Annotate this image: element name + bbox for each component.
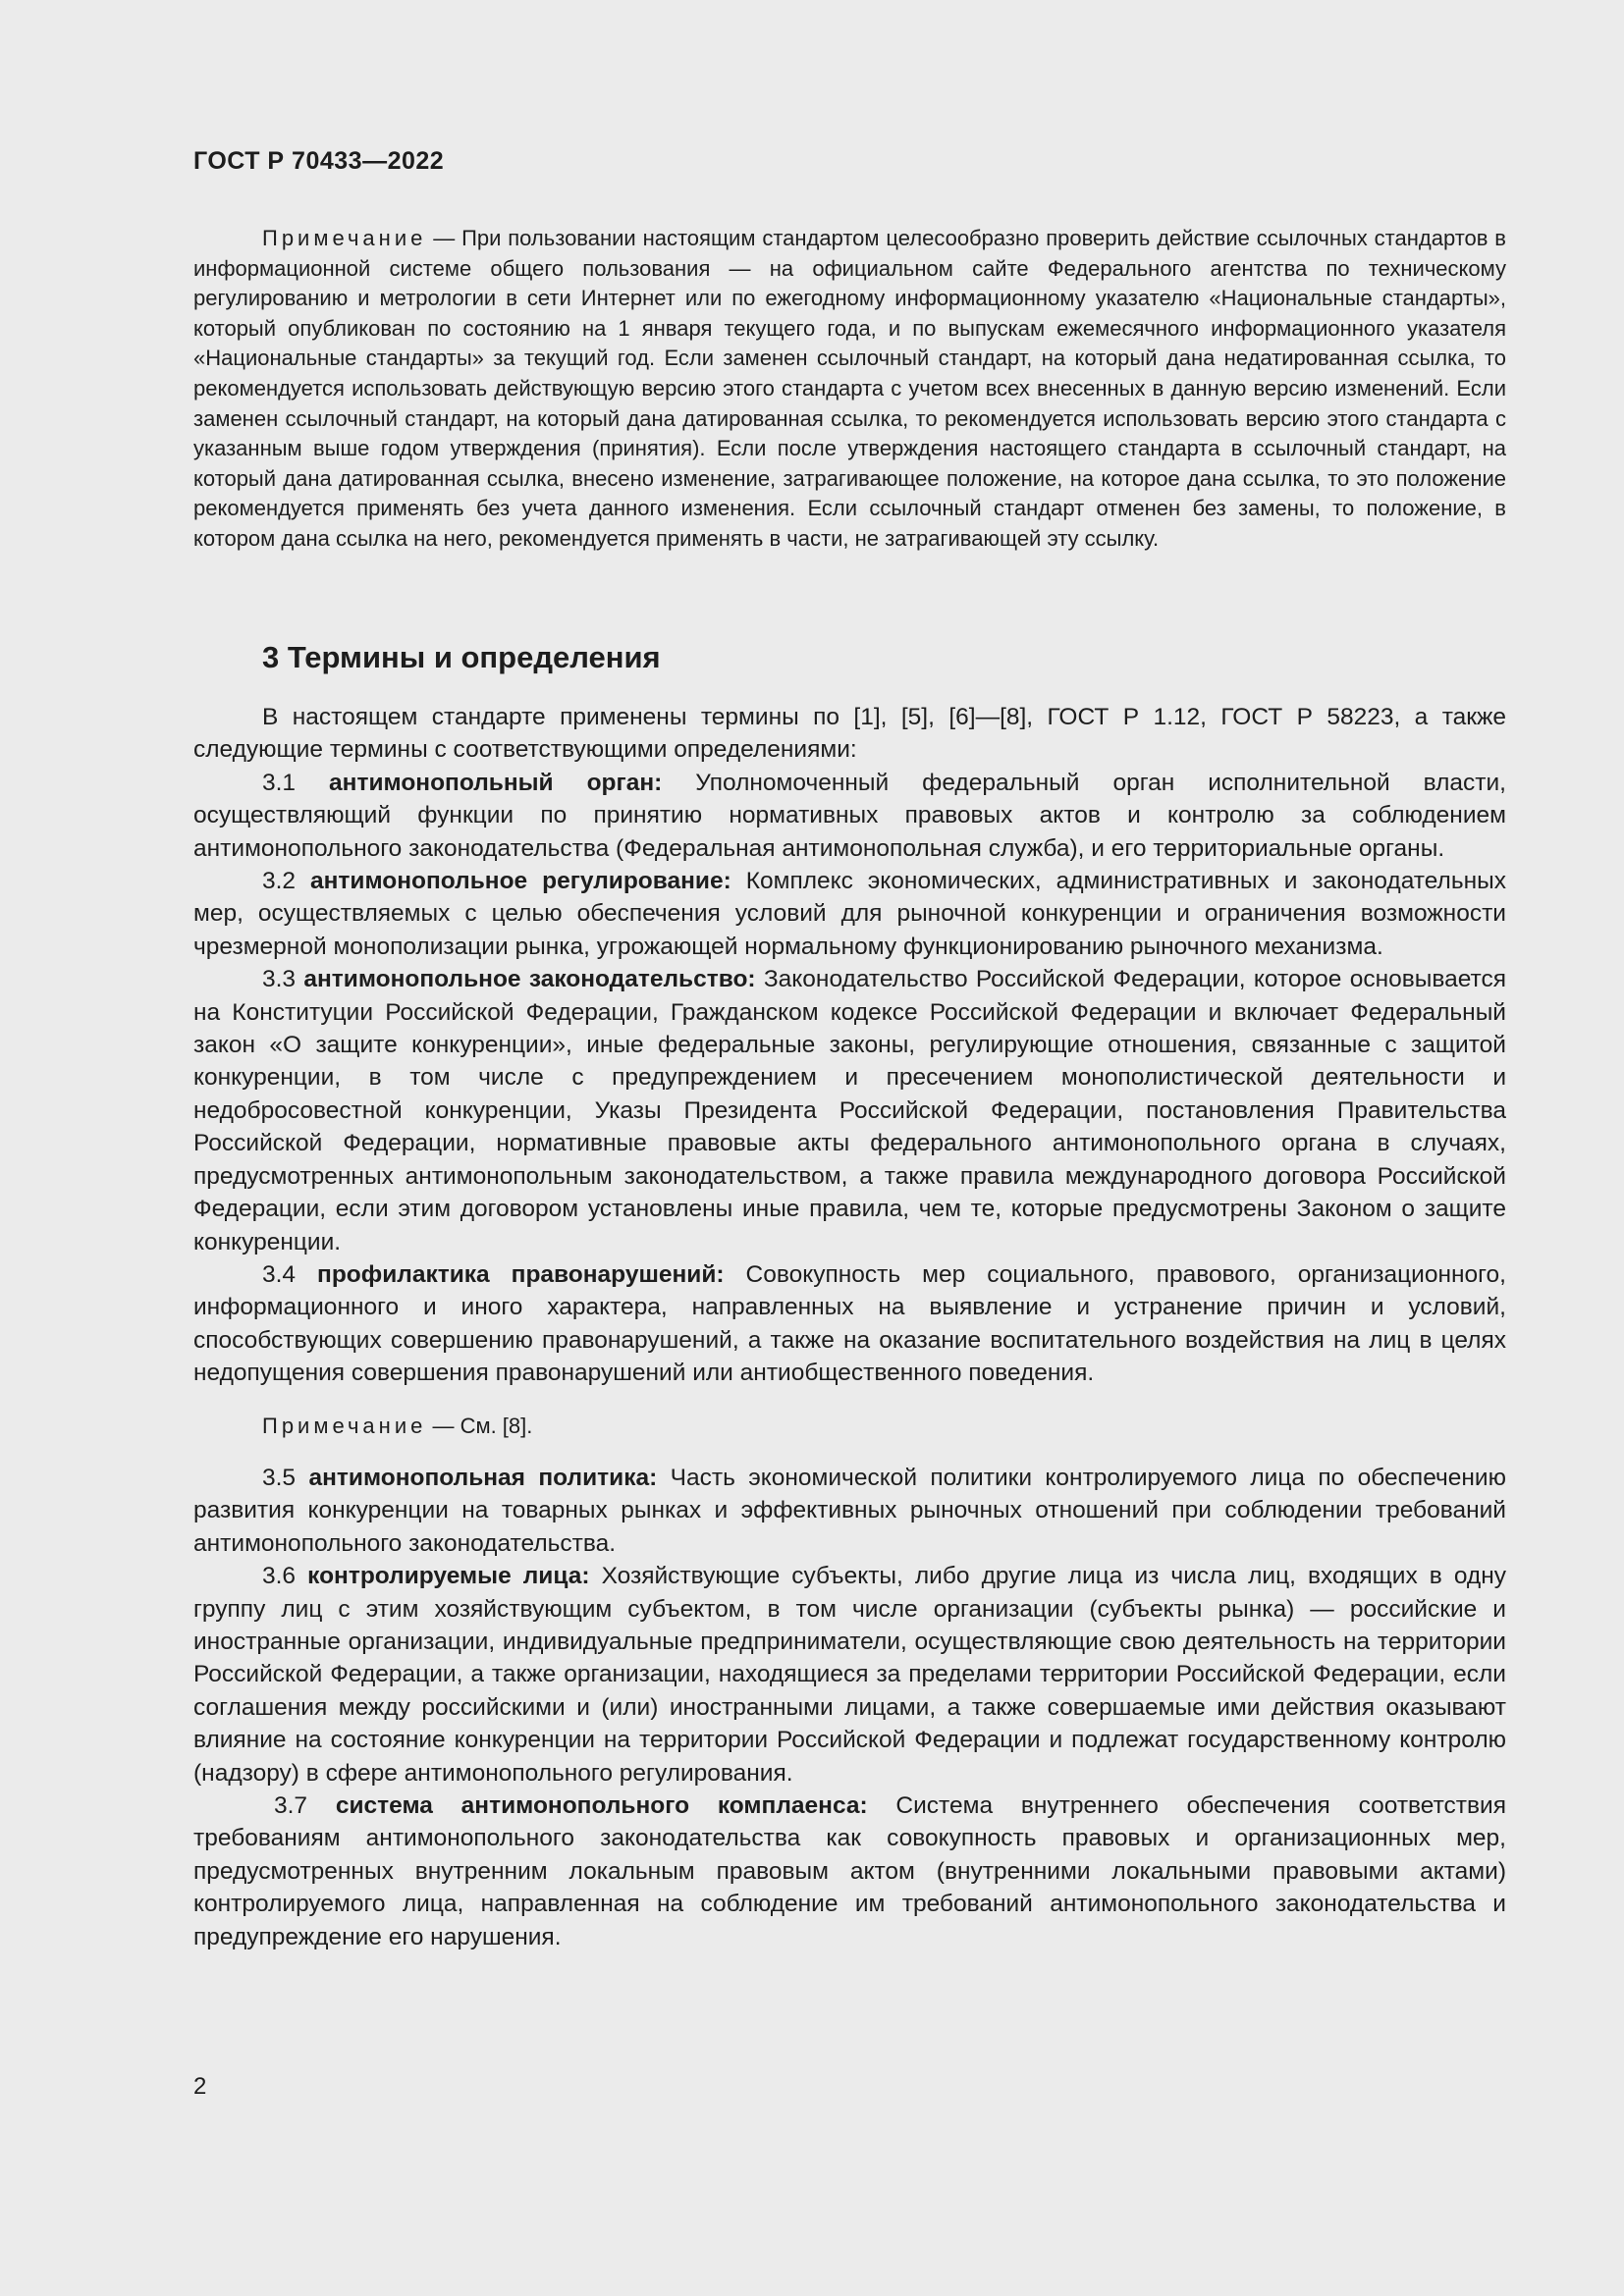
- term-name: антимонопольная политика:: [308, 1464, 658, 1491]
- term-number: 3.7: [274, 1792, 308, 1819]
- note-text: — При пользовании настоящим стандартом целесообразно проверить действие ссылочных стандартов в информационной системе общего пользования — на официальном сайте Федерального агентства по техническому регулированию и метрологии в сети Интернет или по ежегодному информационному указателю «Национальные стандарты», который опубликован по состоянию на 1 января текущего года, и по выпускам ежемесячного информационного указателя «Национальные стандарты» за текущий год. Если заменен ссылочный стандарт, на который дана недатированная ссылка, то рекомендуется использовать действующую версию этого стандарта с учетом всех внесенных в данную версию изменений. Если заменен ссылочный стандарт, на который дана датированная ссылка, то рекомендуется использовать версию этого стандарта с указанным выше годом утверждения (принятия). Если после утверждения настоящего стандарта в ссылочный стандарт, на который дана датированная ссылка, внесено изменение, затрагивающее положение, на которое дана ссылка, то это положение рекомендуется применять без учета данного изменения. Если ссылочный стандарт отменен без замены, то положение, в котором дана ссылка на него, рекомендуется применять в части, не затрагивающей эту ссылку.: [193, 226, 1506, 551]
- term-number: 3.2: [262, 868, 297, 895]
- term-number: 3.4: [262, 1260, 297, 1288]
- term-number: 3.3: [262, 966, 297, 993]
- term-3-1: [193, 767, 1506, 865]
- term-name: система антимонопольного комплаенса:: [335, 1792, 868, 1819]
- term-3-3: [193, 963, 1506, 1258]
- term-3-5: [193, 1462, 1506, 1560]
- note-text: — См. [8].: [426, 1413, 533, 1438]
- term-definition: Хозяйствующие субъекты, либо другие лица из числа лиц, входящих в одну группу лиц с этим хозяйствующим субъектом, в том числе организации (субъекты рынка) — российские и иностранные организации, индивидуальные предприниматели, осуществляющие свою деятельность на территории Российской Федерации, а также организации, находящиеся за пределами территории Российской Федерации, если соглашения между российскими и (или) иностранными лицами, а также совершаемые ими действия оказывают влияние на состояние конкуренции на территории Российской Федерации и подлежат государственному контролю (надзору) в сфере антимонопольного регулирования.: [193, 1563, 1506, 1787]
- note-label: Примечание: [262, 226, 427, 250]
- term-number: 3.1: [262, 769, 297, 796]
- term-number: 3.5: [262, 1464, 297, 1491]
- note-label: Примечание: [262, 1413, 427, 1438]
- section-body: [193, 701, 1506, 1953]
- term-definition: Уполномоченный федеральный орган исполнительной власти, осуществляющий функции по принятию нормативных правовых актов и контролю за соблюдением антимонопольного законодательства (Федеральная антимонопольная служба), и его территориальные органы.: [193, 769, 1506, 862]
- term-number: 3.6: [262, 1563, 297, 1590]
- section-intro: В настоящем стандарте применены термины по [1], [5], [6]—[8], ГОСТ Р 1.12, ГОСТ Р 58223, а также следующие термины с соответствующими определениями:: [193, 704, 1506, 764]
- term-note: [193, 1410, 1506, 1442]
- term-definition: Комплекс экономических, административных и законодательных мер, осуществляемых с целью обеспечения условий для рыночной конкуренции и ограничения возможности чрезмерной монополизации рынка, угрожающей нормальному функционированию рыночного механизма.: [193, 868, 1507, 960]
- term-3-6: [193, 1560, 1506, 1789]
- term-name: антимонопольное регулирование:: [310, 868, 731, 895]
- term-name: профилактика правонарушений:: [317, 1260, 725, 1288]
- section-title: 3 Термины и определения: [262, 640, 661, 674]
- document-header: ГОСТ Р 70433—2022: [193, 147, 445, 175]
- term-name: антимонопольное законодательство:: [303, 966, 756, 993]
- term-definition: Совокупность мер социального, правового, организационного, информационного и иного характера, направленных на выявление и устранение причин и условий, способствующих совершению правонарушений, а также на оказание воспитательного воздействия на лиц в целях недопущения совершения правонарушений или антиобщественного поведения.: [193, 1260, 1506, 1387]
- term-3-7: [193, 1789, 1506, 1953]
- term-name: антимонопольный орган:: [329, 769, 663, 796]
- term-definition: Система внутреннего обеспечения соответствия требованиям антимонопольного законодательства как совокупность правовых и организационных мер, предусмотренных внутренним локальным правовым актом (внутренними локальными правовыми актами) контролируемого лица, направленная на соблюдение им требований антимонопольного законодательства и предупреждение его нарушения.: [193, 1792, 1506, 1950]
- page-number: 2: [193, 2073, 207, 2100]
- term-definition: Законодательство Российской Федерации, которое основывается на Конституции Российской Федерации, Гражданском кодексе Российской Федерации и включает Федеральный закон «О защите конкуренции», иные федеральные законы, регулирующие отношения, связанные с защитой конкуренции, в том числе с предупреждением и пресечением монополистической деятельности и недобросовестной конкуренции, Указы Президента Российской Федерации, постановления Правительства Российской Федерации, нормативные правовые акты федерального антимонопольного органа в случаях, предусмотренных антимонопольным законодательством, а также правила международного договора Российской Федерации, если этим договором установлены иные правила, чем те, которые предусмотрены Законом о защите конкуренции.: [193, 966, 1506, 1255]
- term-3-4: [193, 1258, 1506, 1390]
- term-name: контролируемые лица:: [307, 1563, 590, 1590]
- term-3-2: [193, 865, 1506, 963]
- term-definition: Часть экономической политики контролируемого лица по обеспечению развития конкуренции на товарных рынках и эффективных рыночных отношений при соблюдении требований антимонопольного законодательства.: [193, 1464, 1506, 1557]
- reference-note: [193, 224, 1506, 555]
